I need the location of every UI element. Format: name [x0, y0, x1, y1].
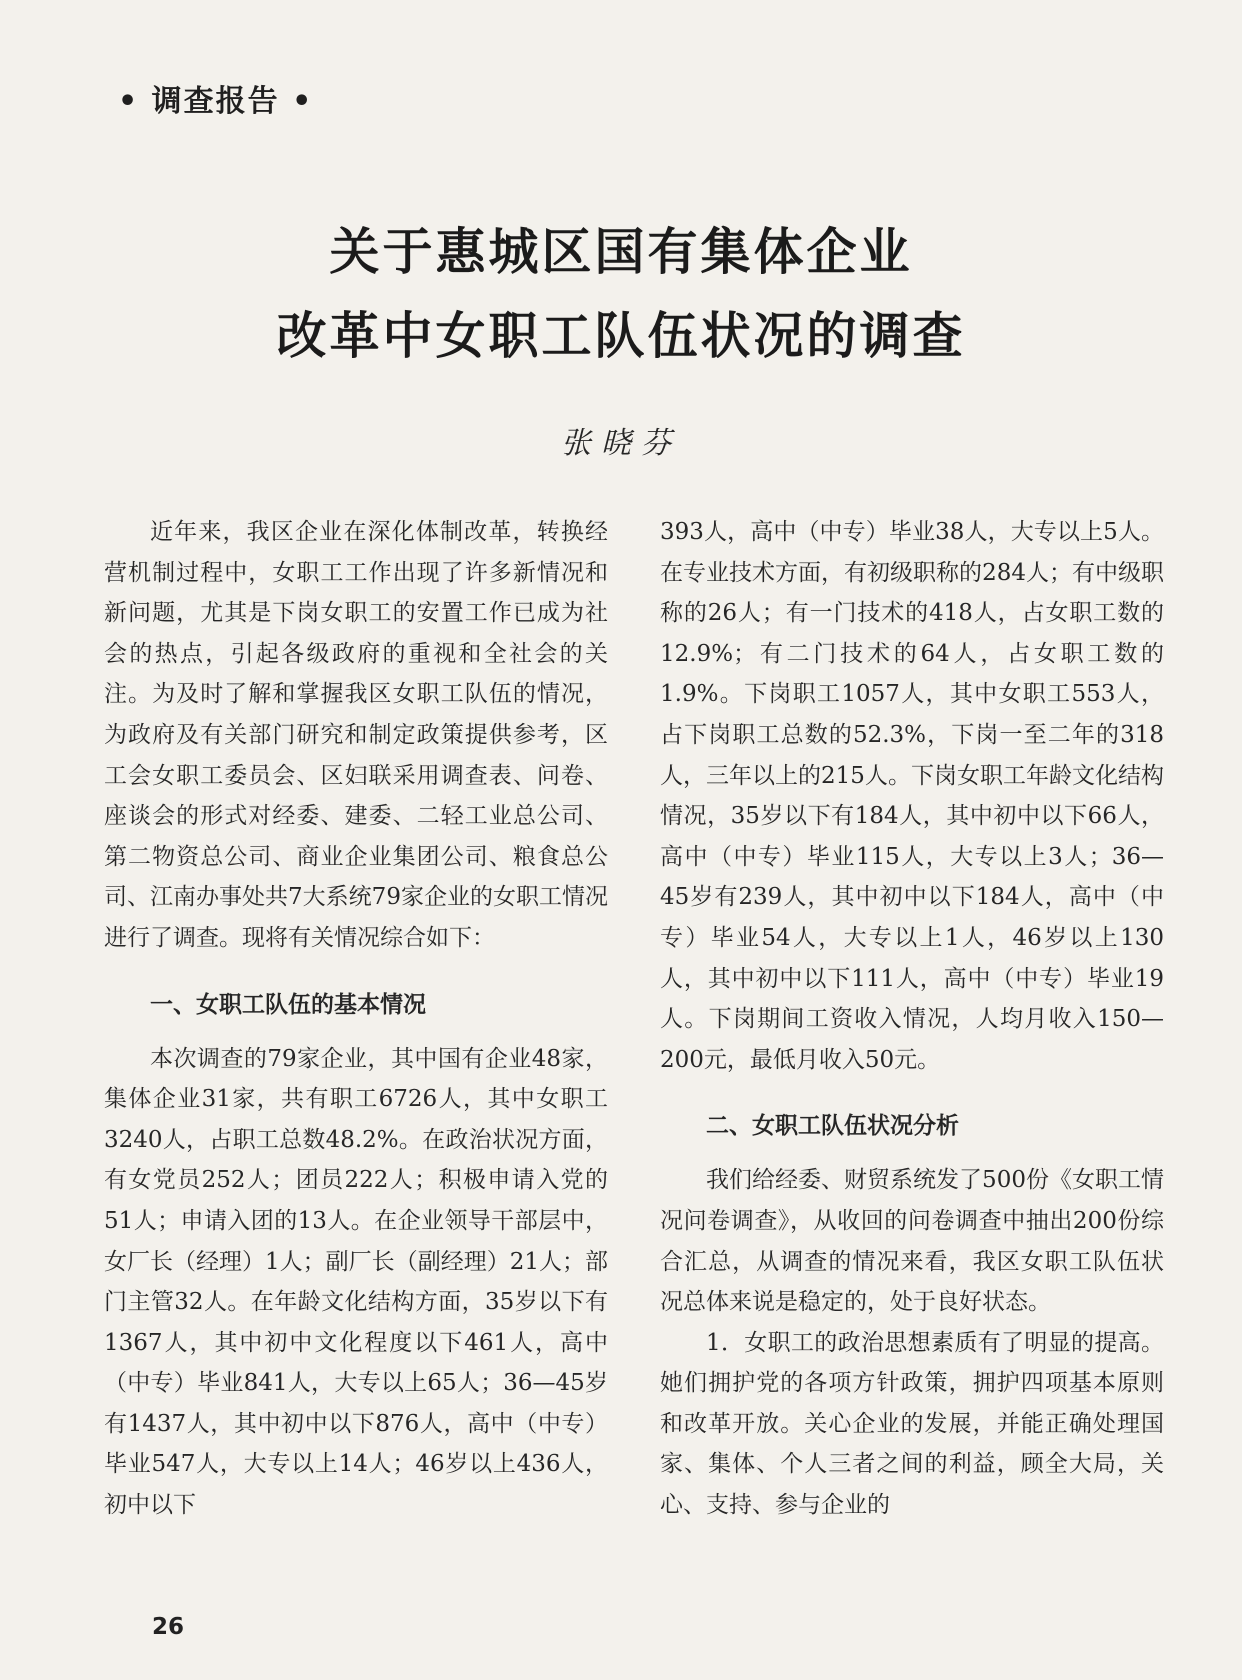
- article-author: 张晓芬: [561, 426, 681, 461]
- left-column: [104, 512, 608, 1526]
- point-1-paragraph: 1．女职工的政治思想素质有了明显的提高。她们拥护党的各项方针政策，拥护四项基本原则和改革开放。关心企业的发展，并能正确处理国家、集体、个人三者之间的利益，顾全大局，关心、支持、参与企业的: [660, 1329, 1164, 1519]
- page-number: 26: [152, 1614, 185, 1640]
- title-line-1: 关于惠城区国有集体企业: [329, 222, 913, 281]
- title-line-2: 改革中女职工队伍状况的调查: [276, 306, 966, 365]
- right-column: [660, 512, 1164, 1526]
- section-1-heading: 一、女职工队伍的基本情况: [150, 991, 426, 1018]
- column-tag: • 调查报告 •: [118, 84, 314, 119]
- intro-paragraph: 近年来，我区企业在深化体制改革，转换经营机制过程中，女职工工作出现了许多新情况和新问题，尤其是下岗女职工的安置工作已成为社会的热点，引起各级政府的重视和全社会的关注。为及时了解和掌握我区女职工队伍的情况，为政府及有关部门研究和制定政策提供参考，区工会女职工委员会、区妇联采用调查表、问卷、座谈会的形式对经委、建委、二轻工业总公司、第二物资总公司、商业企业集团公司、粮食总公司、江南办事处共7大系统79家企业的女职工情况进行了调查。现将有关情况综合如下：: [104, 519, 608, 951]
- section-2-paragraph: 我们给经委、财贸系统发了500份《女职工情况问卷调查》，从收回的问卷调查中抽出200份综合汇总，从调查的情况来看，我区女职工队伍状况总体来说是稳定的，处于良好状态。: [660, 1167, 1164, 1316]
- continued-paragraph: 393人，高中（中专）毕业38人，大专以上5人。在专业技术方面，有初级职称的284人；有中级职称的26人；有一门技术的418人，占女职工数的12.9%；有二门技术的64人，占女职工数的1.9%。下岗职工1057人，其中女职工553人，占下岗职工总数的52.3%，下岗一至二年的318人，三年以上的215人。下岗女职工年龄文化结构情况，35岁以下有184人，其中初中以下66人，高中（中专）毕业115人，大专以上3人；36—45岁有239人，其中初中以下184人，高中（中专）毕业54人，大专以上1人，46岁以上130人，其中初中以下111人，高中（中专）毕业19人。下岗期间工资收入情况，人均月收入150—200元，最低月收入50元。: [660, 519, 1164, 1073]
- section-2-heading: 二、女职工队伍状况分析: [706, 1113, 959, 1140]
- article-title: [0, 210, 1242, 378]
- section-1-paragraph: 本次调查的79家企业，其中国有企业48家，集体企业31家，共有职工6726人，其中女职工3240人，占职工总数48.2%。在政治状况方面，有女党员252人；团员222人；积极申请入党的51人；申请入团的13人。在企业领导干部层中，女厂长（经理）1人；副厂长（副经理）21人；部门主管32人。在年龄文化结构方面，35岁以下有1367人，其中初中文化程度以下461人，高中（中专）毕业841人，大专以上65人；36—45岁有1437人，其中初中以下876人，高中（中专）毕业547人，大专以上14人；46岁以上436人，初中以下: [104, 1045, 608, 1519]
